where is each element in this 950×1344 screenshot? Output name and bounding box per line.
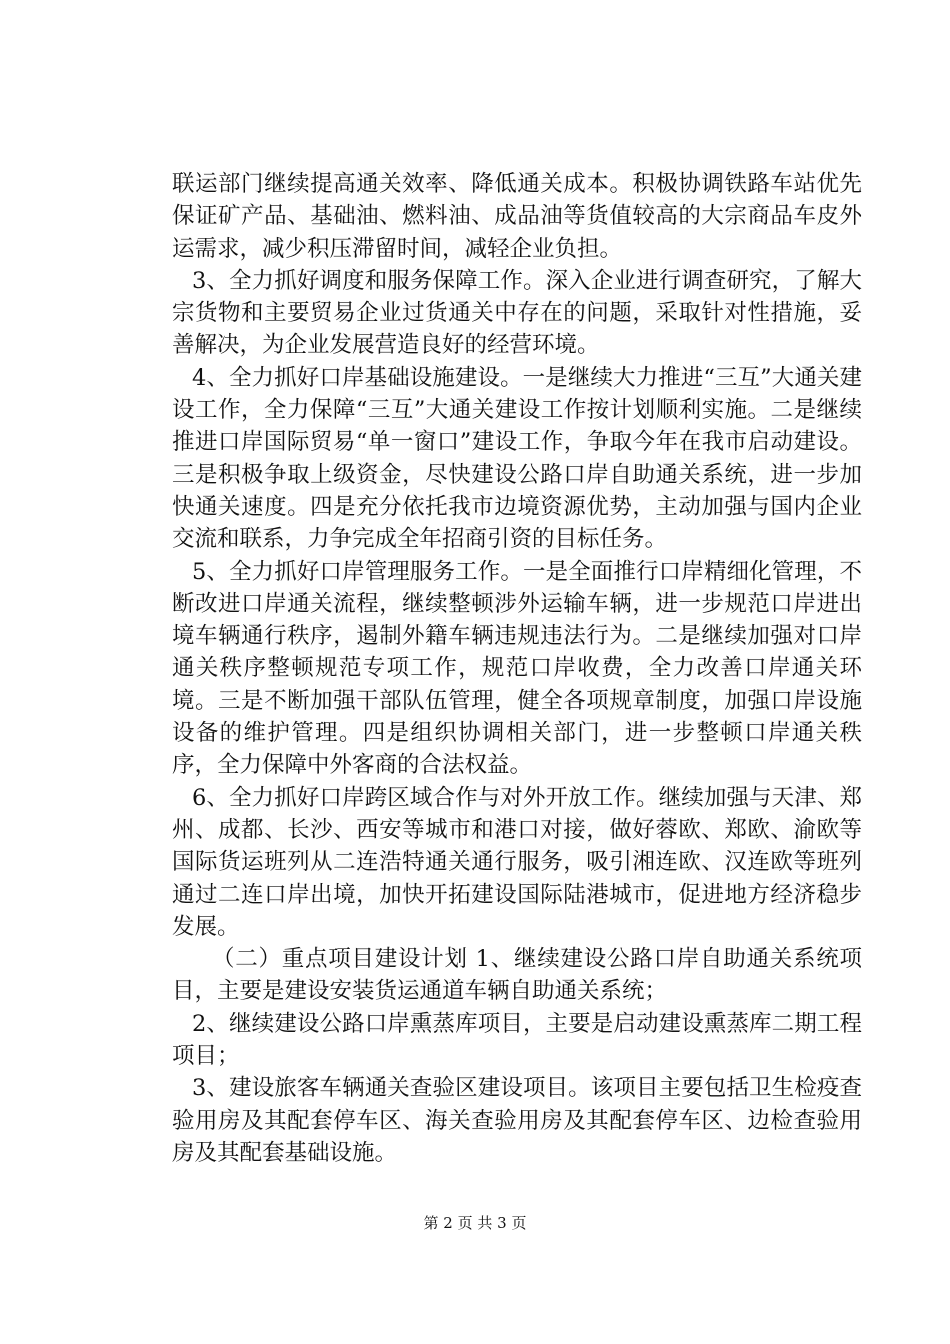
paragraph-3: 4、全力抓好口岸基础设施建设。一是继续大力推进“三互”大通关建设工作，全力保障“三互”大通关建设工作按计划顺利实施。二是继续推进口岸国际贸易“单一窗口”建设工作，争取今年在我市启动建设。三是积极争取上级资金，尽快建设公路口岸自助通关系统，进一步加快通关速度。四是充分依托我市边境资源优势，主动加强与国内企业交流和联系，力争完成全年招商引资的目标任务。 xyxy=(172,364,862,553)
page-footer: 第 2 页 共 3 页 xyxy=(423,1214,527,1232)
paragraph-5: 6、全力抓好口岸跨区域合作与对外开放工作。继续加强与天津、郑州、成都、长沙、西安等城市和港口对接，做好蓉欧、郑欧、渝欧等国际货运班列从二连浩特通关通行服务，吸引湘连欧、汉连欧等班列通过二连口岸出境，加快开拓建设国际陆港城市，促进地方经济稳步发展。 xyxy=(172,784,862,940)
paragraph-6: （二）重点项目建设计划 1、继续建设公路口岸自助通关系统项目，主要是建设安装货运通道车辆自助通关系统； xyxy=(172,946,862,1005)
paragraph-8: 3、建设旅客车辆通关查验区建设项目。该项目主要包括卫生检疫查验用房及其配套停车区、海关查验用房及其配套停车区、边检查验用房及其配套基础设施。 xyxy=(172,1075,862,1166)
paragraph-2: 3、全力抓好调度和服务保障工作。深入企业进行调查研究，了解大宗货物和主要贸易企业过货通关中存在的问题，采取针对性措施，妥善解决，为企业发展营造良好的经营环境。 xyxy=(172,267,862,359)
paragraph-4: 5、全力抓好口岸管理服务工作。一是全面推行口岸精细化管理，不断改进口岸通关流程，继续整顿涉外运输车辆，进一步规范口岸进出境车辆通行秩序，遏制外籍车辆违规违法行为。二是继续加强对口岸通关秩序整顿规范专项工作，规范口岸收费，全力改善口岸通关环境。三是不断加强干部队伍管理，健全各项规章制度，加强口岸设施设备的维护管理。四是组织协调相关部门，进一步整顿口岸通关秩序，全力保障中外客商的合法权益。 xyxy=(172,558,862,779)
document-body xyxy=(172,168,862,1169)
paragraph-1: 联运部门继续提高通关效率、降低通关成本。积极协调铁路车站优先保证矿产品、基础油、燃料油、成品油等货值较高的大宗商品车皮外运需求，减少积压滞留时间，减轻企业负担。 xyxy=(172,171,862,262)
paragraph-7: 2、继续建设公路口岸熏蒸库项目，主要是启动建设熏蒸库二期工程项目； xyxy=(172,1010,862,1070)
